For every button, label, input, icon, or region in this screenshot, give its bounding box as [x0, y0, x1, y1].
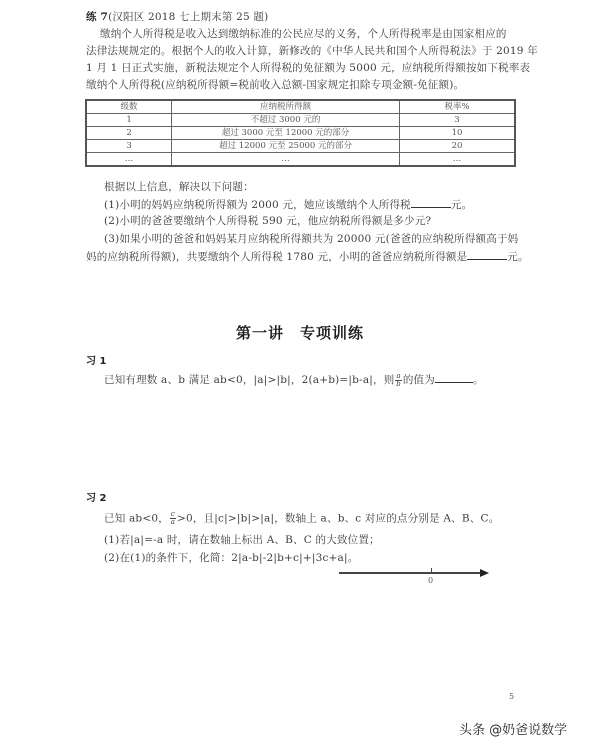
xi-2-text-after: >0，且|c|>|b|>|a|，数轴上 a、b、c 对应的点分别是 A、B、C。	[177, 512, 500, 525]
answer-blank	[435, 372, 473, 383]
xi-2-text: 已知 ab<0，	[104, 512, 169, 525]
exercise-7-question-2: (2)小明的爸爸要缴纳个人所得税 590 元，他应纳税所得额是多少元?	[104, 215, 432, 227]
table-header-cell: 应纳税所得额	[172, 100, 400, 114]
fraction-denominator: b	[396, 379, 401, 388]
fraction-numerator: a	[396, 371, 401, 380]
table-cell: 20	[400, 140, 515, 153]
answer-blank	[467, 249, 507, 260]
table-row	[86, 153, 515, 167]
xi-1-end: 。	[472, 374, 484, 386]
table-cell: 2	[86, 127, 172, 140]
page-number: 5	[509, 692, 515, 701]
xi-1-problem	[104, 372, 484, 388]
xi-2-question-1: (1)若|a|=-a 时，请在数轴上标出 A、B、C 的大致位置；	[104, 534, 380, 546]
question-3-text: 妈的应纳税所得额)，共要缴纳个人所得税 1780 元，小明的爸爸应纳税所得额是	[86, 251, 468, 263]
xi-1-label: 习 1	[86, 356, 107, 367]
xi-2-question-2: (2)在(1)的条件下，化简：2|a-b|-2|b+c|+|3c+a|。	[104, 552, 359, 564]
exercise-7-label: 练 7	[86, 11, 109, 23]
table-row	[86, 140, 515, 153]
xi-2-problem-line-1	[104, 511, 499, 526]
exercise-7-question-3-line-1: (3)如果小明的爸爸和妈妈某月应纳税所得额共为 20000 元(爸爸的应纳税所得额高于妈	[104, 233, 519, 245]
exercise-7-question-3-line-2	[86, 249, 529, 264]
table-cell: …	[86, 153, 172, 167]
table-cell: 超过 3000 元至 12000 元的部分	[172, 127, 400, 140]
arrow-right-icon	[480, 569, 489, 577]
fraction-c-over-a	[170, 511, 176, 526]
exercise-7-paragraph-line-2: 法律法规规定的。根据个人的收入计算，新修改的《中华人民共和国个人所得税法》于 2019 年	[86, 45, 538, 57]
number-line-axis	[339, 572, 482, 574]
xi-2-label: 习 2	[86, 493, 107, 504]
watermark: 头条 @奶爸说数学	[459, 723, 568, 738]
table-cell: 3	[86, 140, 172, 153]
lecture-title: 第一讲 专项训练	[235, 324, 364, 342]
table-cell: 10	[400, 127, 515, 140]
xi-1-text: 已知有理数 a、b 满足 ab<0，|a|>|b|，2(a+b)=|b-a|，则	[104, 374, 395, 386]
table-cell: 3	[400, 114, 515, 127]
exercise-7-paragraph-line-1: 缴纳个人所得税是收入达到缴纳标准的公民应尽的义务，个人所得税率是由国家相应的	[100, 28, 507, 40]
table-row	[86, 114, 515, 127]
table-header-cell: 税率%	[400, 100, 515, 114]
exercise-7-paragraph-line-4: 缴纳个人所得税(应纳税所得额=税前收入总额-国家规定扣除专项金额-免征额)。	[86, 79, 465, 91]
origin-label: 0	[428, 576, 434, 585]
xi-1-text-after: 的值为	[402, 374, 435, 386]
table-cell: 不超过 3000 元的	[172, 114, 400, 127]
table-header-cell: 级数	[86, 100, 172, 114]
tax-rate-table	[85, 99, 516, 167]
table-cell: 超过 12000 元至 25000 元的部分	[172, 140, 400, 153]
origin-tick	[431, 568, 432, 573]
fraction-denominator: a	[170, 518, 176, 526]
question-1-text: (1)小明的妈妈应纳税所得额为 2000 元，她应该缴纳个人所得税	[104, 199, 411, 211]
answer-blank	[411, 197, 451, 208]
table-row	[86, 127, 515, 140]
exercise-7-question-1	[104, 197, 472, 212]
question-1-unit: 元。	[450, 199, 473, 211]
table-cell: …	[172, 153, 400, 167]
exercise-7-header	[86, 10, 268, 24]
table-cell: 1	[86, 114, 172, 127]
table-header-row	[86, 100, 515, 114]
exercise-7-paragraph-line-3: 1 月 1 日正式实施，新税法规定个人所得税的免征额为 5000 元，应纳税所得额按如下税率表	[86, 62, 531, 74]
table-cell: …	[400, 153, 515, 167]
question-3-unit: 元。	[507, 251, 529, 263]
fraction-a-over-b	[395, 373, 401, 388]
fraction-numerator: c	[170, 510, 176, 518]
exercise-7-source: (汉阳区 2018 七上期末第 25 题)	[108, 11, 269, 23]
exercise-7-intro: 根据以上信息，解决以下问题：	[104, 181, 254, 193]
